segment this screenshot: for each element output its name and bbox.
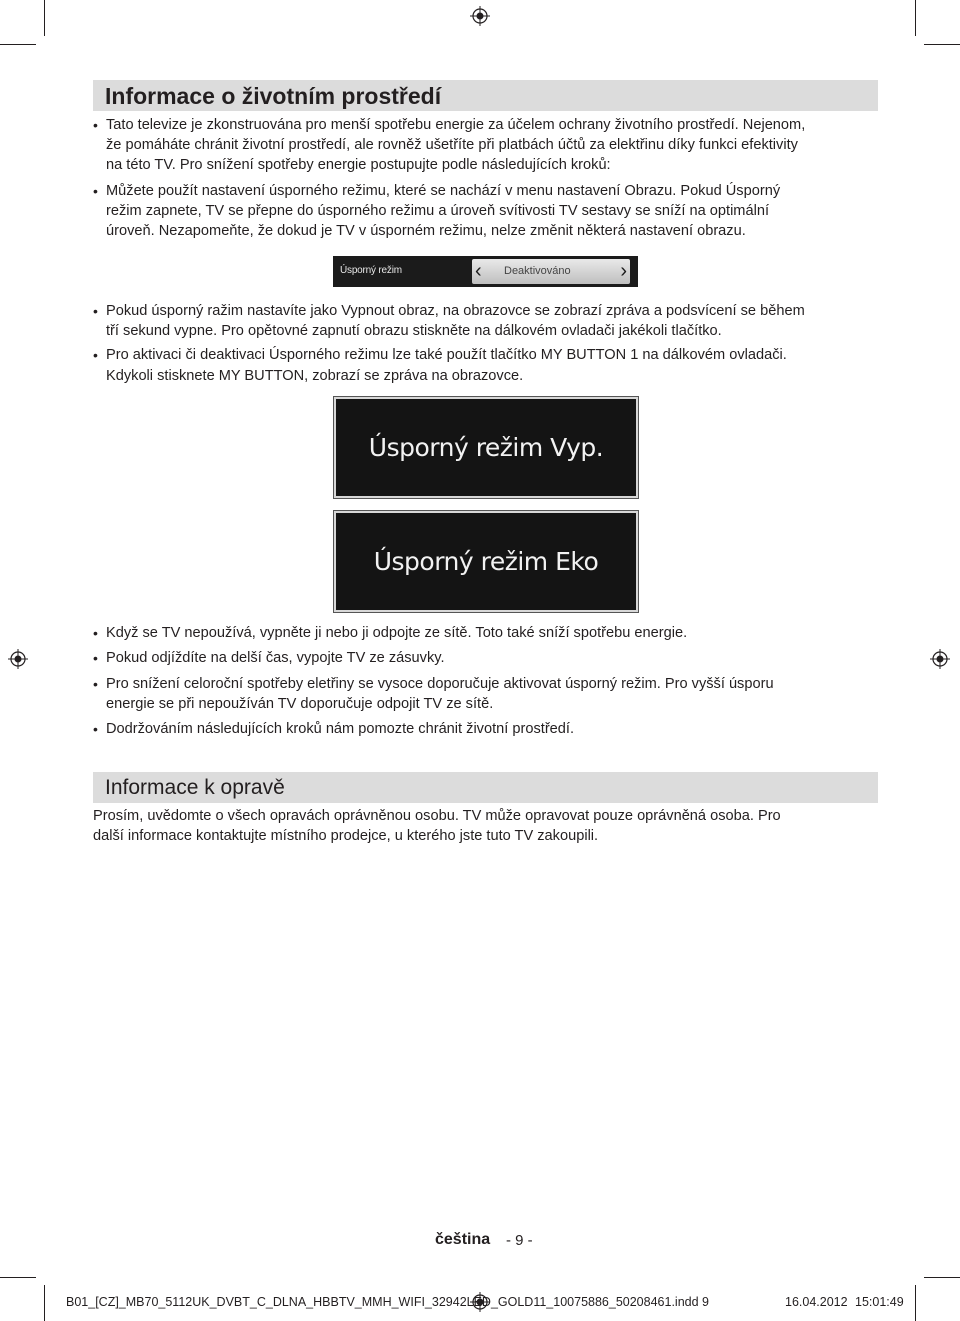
paragraph-line: že pomáháte chránit životní prostředí, ale rovněž ušetříte při platbách účtů za elektřinu díky funkci efektivity bbox=[106, 137, 798, 153]
menu-label: Úsporný režim bbox=[340, 265, 402, 276]
crop-mark bbox=[915, 1285, 916, 1321]
print-slug-time: 15:01:49 bbox=[855, 1295, 904, 1309]
crop-mark bbox=[44, 1285, 45, 1321]
crop-mark bbox=[0, 1277, 36, 1278]
page-language: čeština bbox=[435, 1231, 491, 1248]
paragraph-line: Pro aktivaci či deaktivaci Úsporného režimu lze také použít tlačítko MY BUTTON 1 na dálkovém ovladači. bbox=[106, 347, 787, 363]
section-title: Informace o životním prostředí bbox=[105, 83, 442, 109]
paragraph-line: Kdykoli stisknete MY BUTTON, zobrazí se zpráva na obrazovce. bbox=[106, 368, 524, 384]
paragraph-line: Když se TV nepoužívá, vypněte ji nebo ji odpojte ze sítě. Toto také sníží spotřebu energie. bbox=[106, 625, 688, 641]
paragraph-line: režim zapnete, TV se přepne do úsporného režimu a úroveň svítivosti TV sestavy se sníží na optimální bbox=[106, 203, 769, 219]
paragraph-line: tří sekund vypne. Pro opětovné zapnutí obrazu stiskněte na dálkovém ovladači jakékoli tlačítko. bbox=[106, 323, 722, 339]
eco-mode-eco-screen bbox=[333, 510, 639, 613]
registration-mark-icon bbox=[8, 649, 28, 669]
registration-mark-icon bbox=[470, 6, 490, 26]
paragraph-line: energie se při nepoužíván TV doporučuje odpojit TV ze sítě. bbox=[106, 696, 494, 712]
paragraph-line: další informace kontaktujte místního prodejce, u kterého jste tuto TV zakoupili. bbox=[93, 828, 599, 844]
screen-message: Úsporný režim Vyp. bbox=[368, 433, 604, 462]
crop-mark bbox=[924, 44, 960, 45]
chevron-left-icon: ‹ bbox=[475, 260, 482, 282]
screen-message: Úsporný režim Eko bbox=[373, 547, 599, 576]
eco-mode-off-screen bbox=[333, 396, 639, 499]
bullet-icon: • bbox=[93, 721, 98, 737]
eco-mode-menu-image bbox=[333, 256, 638, 287]
paragraph-line: Dodržováním následujících kroků nám pomozte chránit životní prostředí. bbox=[106, 721, 575, 737]
bullet-icon: • bbox=[93, 117, 98, 133]
paragraph-line: Můžete použít nastavení úsporného režimu, které se nachází v menu nastavení Obrazu. Pokud Úsporný bbox=[106, 183, 781, 199]
paragraph-line: Pokud odjíždíte na delší čas, vypojte TV ze zásuvky. bbox=[106, 650, 445, 666]
bullet-icon: • bbox=[93, 303, 98, 319]
registration-mark-icon bbox=[930, 649, 950, 669]
print-slug-date: 16.04.2012 bbox=[785, 1295, 848, 1309]
menu-value-selector bbox=[472, 259, 630, 284]
paragraph-line: Pokud úsporný ražim nastavíte jako Vypnout obraz, na obrazovce se zobrazí zpráva a podsvícení se během bbox=[106, 303, 805, 319]
crop-mark bbox=[924, 1277, 960, 1278]
paragraph-line: Prosím, uvědomte o všech opravách oprávněnou osobu. TV může opravovat pouze oprávněná osoba. Pro bbox=[93, 808, 781, 824]
chevron-right-icon: › bbox=[620, 260, 627, 282]
paragraph-line: Pro snížení celoroční spotřeby eletřiny se vysoce doporučuje aktivovat úsporný režim. Pro vyšší úsporu bbox=[106, 676, 774, 692]
paragraph-line: Tato televize je zkonstruována pro menší spotřebu energie za účelem ochrany životního prostředí. Nejenom, bbox=[106, 117, 806, 133]
bullet-icon: • bbox=[93, 625, 98, 641]
crop-mark bbox=[0, 44, 36, 45]
crop-mark bbox=[915, 0, 916, 36]
page-number: - 9 - bbox=[506, 1232, 533, 1249]
bullet-icon: • bbox=[93, 347, 98, 363]
bullet-icon: • bbox=[93, 676, 98, 692]
paragraph-line: na této TV. Pro snížení spotřeby energie postupujte podle následujících kroků: bbox=[106, 157, 611, 173]
print-slug-filename: B01_[CZ]_MB70_5112UK_DVBT_C_DLNA_HBBTV_MMH_WIFI_32942LED_GOLD11_10075886_50208461.indd 9 bbox=[66, 1295, 709, 1309]
bullet-icon: • bbox=[93, 183, 98, 199]
section-title: Informace k opravě bbox=[105, 776, 285, 799]
crop-mark bbox=[44, 0, 45, 36]
paragraph-line: úroveň. Nezapomeňte, že dokud je TV v úsporném režimu, nelze změnit některá nastavení obrazu. bbox=[106, 223, 746, 239]
bullet-icon: • bbox=[93, 650, 98, 666]
menu-value: Deaktivováno bbox=[504, 265, 571, 277]
